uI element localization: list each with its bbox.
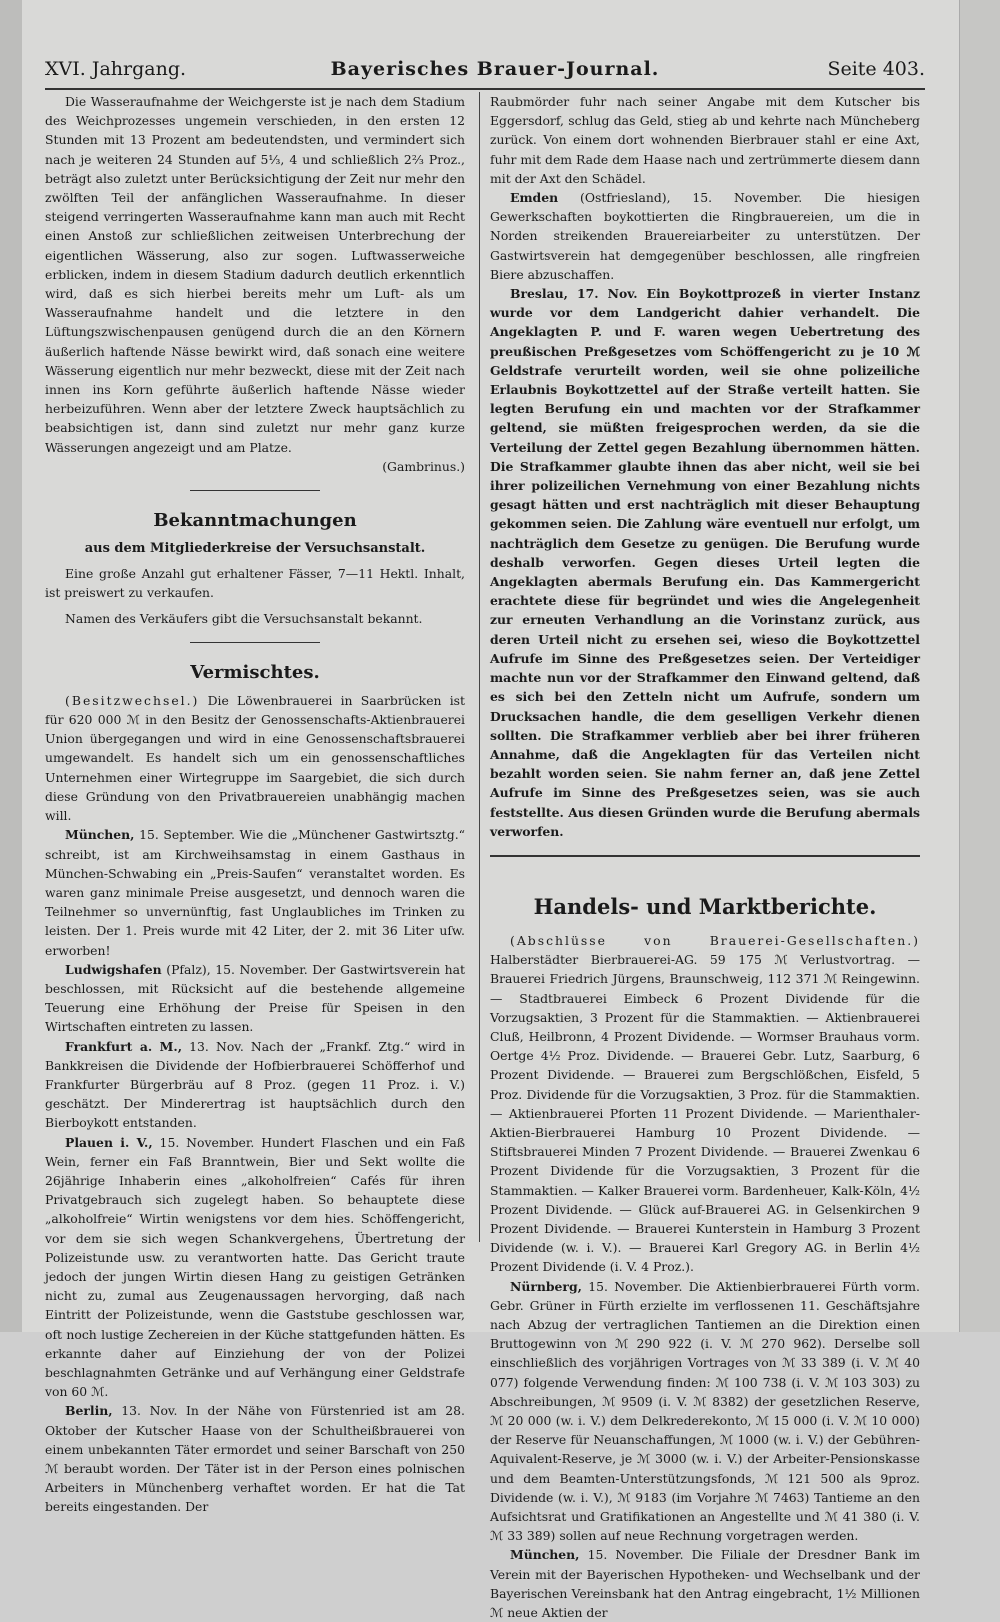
page-number: Seite 403. — [827, 58, 925, 80]
section-divider — [190, 490, 320, 491]
page-edge-left — [0, 0, 22, 1332]
column-divider — [479, 92, 480, 1242]
section-divider — [190, 642, 320, 643]
announce-text: Eine große Anzahl gut erhaltener Fässer, 7—11 Hektl. Inhalt, ist preiswert zu verkaufen. — [45, 566, 465, 601]
intro-paragraph: Die Wasseraufnahme der Weichgerste ist je nach dem Stadium des Weichprozesses ungemein verschieden, in den ersten 12 Stunden mit 13 Prozent am bedeutendsten, und vermindert sich nach je weiteren 24 Stunden auf 5⅓, 4 und schließlich 2⅔ Proz., beträgt also zuletzt unter Berücksichtigung der Zeit nur mehr den zwölften Teil der anfänglichen Wasseraufnahme. In dieser steigend verringerten Wasseraufnahme kann man auch mit Recht einen Anstoß zur schließlichen zeitweisen Unterbrechung der eigentlichen Wässerung, also zur sogen. Luftwasserweiche erblicken, indem in diesem Stadium dadurch deutlich erkenntlich wird, daß es sich hierbei bereits mehr um Luft- als um Wasseraufnahme handelt und die letztere in den Lüftungszwischenpausen genügend durch die an den Körnern äußerlich haftende Nässe bewirkt wird, daß sonach eine weitere Wässerung eigentlich nur mehr bezweckt, diese mit der Zeit nach innen ins Korn geführte äußerlich haftende Nässe wieder herbeizuführen. Wenn aber der letztere Zweck hauptsächlich zu beabsichtigen ist, dann sind zuletzt nur mehr ganz kurze Wässerungen angezeigt und am Platze. — [45, 94, 465, 455]
misc-title: Vermischtes. — [190, 661, 320, 683]
journal-title: Bayerisches Brauer-Journal. — [330, 58, 660, 80]
header-rule — [45, 88, 925, 90]
volume-label: XVI. Jahrgang. — [45, 58, 187, 80]
market-item: (Abschlüsse von Brauerei-Gesellschaften.) Halberstädter Bierbrauerei-AG. 59 175 ℳ Verlustvortrag. — Brauerei Friedrich Jürgens, Braunschweig, 112 371 ℳ Reingewinn. — Stadtbrauerei Eimbeck 6 Prozent Dividende für die Vorzugsaktien, 3 Prozent für die Stammaktien. — Aktienbrauerei Cluß, Heilbronn, 4 Prozent Dividende. — Wormser Brauhaus vorm. Oertge 4½ Proz. Dividende. — Brauerei Gebr. Lutz, Saarburg, 6 Prozent Dividende. — Brauerei zum Bergschlößchen, Eisfeld, 5 Proz. Dividende für die Vorzugsaktien, 3 Proz. für die Stammaktien. — Aktienbrauerei Pforten 11 Prozent Dividende. — Marienthaler-Aktien-Bierbrauerei Hamburg 10 Prozent Dividende. — Stiftsbrauerei Minden 7 Prozent Dividende. — Brauerei Zwenkau 6 Prozent Dividende für die Vorzugsaktien, 3 Prozent für die Stammaktien. — Kalker Brauerei vorm. Bardenheuer, Kalk-Köln, 4½ Prozent Dividende. — Glück auf-Brauerei AG. in Gelsenkirchen 9 Prozent Dividende. — Brauerei Kunterstein in Hamburg 3 Prozent Dividende (w. i. V.). — Brauerei Karl Gregory AG. in Berlin 4½ Prozent Dividende (i. V. 4 Proz.). — [490, 932, 920, 1275]
intro-source: (Gambrinus.) — [382, 458, 465, 474]
right-column — [490, 92, 920, 1622]
news-item: Raubmörder fuhr nach seiner Angabe mit dem Kutscher bis Eggersdorf, schlug das Geld, stieg ab und kehrte nach Müncheberg zurück. Von einem dort wohnenden Bierbrauer stahl er eine Axt, fuhr mit dem Rade dem Haase nach und zertrümmerte diesem dann mit der Axt den Schädel. — [490, 94, 920, 186]
market-title: Handels- und Marktberichte. — [533, 893, 877, 919]
market-item: Nürnberg, 15. November. Die Aktienbierbrauerei Fürth vorm. Gebr. Grüner in Fürth erzielte im verflossenen 11. Geschäftsjahre nach Abzug der vertraglichen Tantiemen an die Direktion einen Bruttogewinn von ℳ 290 922 (i. V. ℳ 270 962). Derselbe soll einschließlich des vorjährigen Vortrages von ℳ 33 389 (i. V. ℳ 40 077) folgende Verwendung finden: ℳ 100 738 (i. V. ℳ 103 303) zu Abschreibungen, ℳ 9509 (i. V. ℳ 8382) der gesetzlichen Reserve, ℳ 20 000 (w. i. V.) dem Delkrederekonto, ℳ 15 000 (i. V. ℳ 10 000) der Reserve für Neuanschaffungen, ℳ 1000 (w. i. V.) der Gebühren-Aquivalent-Reserve, je ℳ 3000 (w. i. V.) der Arbeiter-Pensionskasse und dem Beamten-Unterstützungsfonds, ℳ 121 500 als 9proz. Dividende (w. i. V.), ℳ 9183 (im Vorjahre ℳ 7463) Tantieme an den Aufsichtsrat und Gratifikationen an Angestellte und ℳ 41 380 (i. V. ℳ 33 389) sollen auf neue Rechnung vorgetragen werden. — [490, 1278, 920, 1544]
announce-title: Bekanntmachungen — [153, 510, 357, 532]
news-item: (Besitzwechsel.) Die Löwenbrauerei in Saarbrücken ist für 620 000 ℳ in den Besitz der Genossenschafts-Aktienbrauerei Union übergegangen und wird in eine Genossenschaftsbrauerei umgewandelt. Es handelt sich um ein genossenschaftliches Unternehmen einer Wirtegruppe im Saargebiet, die sich durch diese Gründung von den Privatbrauereien unabhängig machen will. — [45, 692, 465, 824]
news-item: Berlin, 13. Nov. In der Nähe von Fürstenried ist am 28. Oktober der Kutscher Haase von der Schultheißbrauerei von einem unbekannten Täter ermordet und seiner Barschaft von 250 ℳ beraubt worden. Der Täter ist in der Person eines polnischen Arbeiters in Münchenberg verhaftet worden. Er hat die Tat bereits eingestanden. Der — [45, 1403, 465, 1515]
news-item: München, 15. September. Wie die „Münchener Gastwirtsztg.“ schreibt, ist am Kirchweihsamstag in einem Gasthaus in München-Schwabing ein „Preis-Saufen“ veranstaltet worden. Es waren ganz minimale Preise ausgesetzt, und dennoch waren die Teilnehmer so unvernünftig, fast Unglaubliches im Trinken zu leisten. Der 1. Preis wurde mit 42 Liter, der 2. mit 36 Liter uſw. erworben! — [45, 827, 465, 958]
announce-subtitle: aus dem Mitgliederkreise der Versuchsanstalt. — [84, 541, 426, 557]
page-edge-right — [959, 0, 1000, 1332]
left-column — [45, 92, 465, 1517]
news-item: Breslau, 17. Nov. Ein Boykottprozeß in vierter Instanz wurde vor dem Landgericht dahier verhandelt. Die Angeklagten P. und F. waren wegen Uebertretung des preußischen Preßgesetzes vom Schöffengericht zu je 10 ℳ Geldstrafe verurteilt worden, weil sie ohne polizeiliche Erlaubnis Boykottzettel auf der Straße verteilt hatten. Sie legten Berufung ein und machten vor der Strafkammer geltend, sie müßten freigesprochen werden, da sie die Verteilung der Zettel gegen Bezahlung übernommen hätten. Die Strafkammer glaubte ihnen das aber nicht, weil sie bei ihrer polizeilichen Vernehmung von einer Bezahlung nichts gesagt hätten und erst nachträglich mit dieser Behauptung gekommen seien. Die Zahlung wäre eventuell nur erfolgt, um nachträglich dem Gesetze zu genügen. Die Berufung wurde deshalb verworfen. Gegen dieses Urteil legten die Angeklagten abermals Berufung ein. Das Kammergericht erachtete diese für begründet und wies die Angelegenheit zur erneuten Verhandlung an die Vorinstanz zurück, aus deren Urteil nicht zu ersehen sei, wieso die Boykottzettel Aufrufe im Sinne des Preßgesetzes seien. Der Verteidiger machte nun vor der Strafkammer den Einwand geltend, daß es sich bei den Zetteln nicht um Aufrufe, sondern um Drucksachen handle, die dem geselligen Verkehr dienen sollten. Die Strafkammer verblieb aber bei ihrer früheren Annahme, daß die Angeklagten für das Verteilen nicht bezahlt worden seien. Sie nahm ferner an, daß jene Zettel Aufrufe im Sinne des Preßgesetzes seien, was sie auch feststellte. Aus diesen Gründen wurde die Berufung abermals verworfen. — [490, 286, 920, 839]
market-item: München, 15. November. Die Filiale der Dresdner Bank im Verein mit der Bayerischen Hypotheken- und Wechselbank und der Bayerischen Vereinsbank hat den Antrag eingebracht, 1½ Millionen ℳ neue Aktien der — [490, 1547, 920, 1621]
announce-note: Namen des Verkäufers gibt die Versuchsanstalt bekannt. — [65, 610, 423, 626]
news-item: Ludwigshafen (Pfalz), 15. November. Der Gastwirtsverein hat beschlossen, mit Rücksicht auf die bestehende allgemeine Teuerung eine Erhöhung der Preise für Speisen in den Wirtschaften eintreten zu lassen. — [45, 961, 465, 1035]
news-item: Frankfurt a. M., 13. Nov. Nach der „Frankf. Ztg.“ wird in Bankkreisen die Dividende der Hofbierbrauerei Schöfferhof und Frankfurter Bürgerbräu auf 8 Proz. (gegen 11 Proz. i. V.) geschätzt. Der Minderertrag ist hauptsächlich durch den Bierboykott entstanden. — [45, 1038, 465, 1131]
news-item: Plauen i. V., 15. November. Hundert Flaschen und ein Faß Wein, ferner ein Faß Branntwein, Bier und Sekt wollte die 26jährige Inhaberin eines „alkoholfreien“ Cafés für ihren Privatgebrauch sich zugelegt haben. So behauptete diese „alkoholfreie“ Wirtin wenigstens vor dem hies. Schöffengericht, vor dem sie sich wegen Schankvergehens, Übertretung der Polizeistunde usw. zu verantworten hatte. Das Gericht traute jedoch der jungen Wirtin diesen Hang zu geistigen Getränken nicht zu, zumal aus Zeugenaussagen hervorging, daß nach Eintritt der Polizeistunde, wenn die Gaststube geschlossen war, oft noch lustige Zechereien in der Küche stattgefunden hätten. Es erkannte daher auf Einziehung der von der Polizei beschlagnahmten Getränke und auf Verhängung einer Geldstrafe von 60 ℳ. — [45, 1134, 465, 1400]
news-item: Emden (Ostfriesland), 15. November. Die hiesigen Gewerkschaften boykottierten die Ringbrauereien, um die in Norden streikenden Brauereiarbeiter zu unterstützen. Der Gastwirtsverein hat demgegenüber beschlossen, alle ringfreien Biere abzuschaffen. — [490, 190, 920, 282]
section-rule — [490, 855, 920, 857]
page-header — [45, 58, 925, 88]
